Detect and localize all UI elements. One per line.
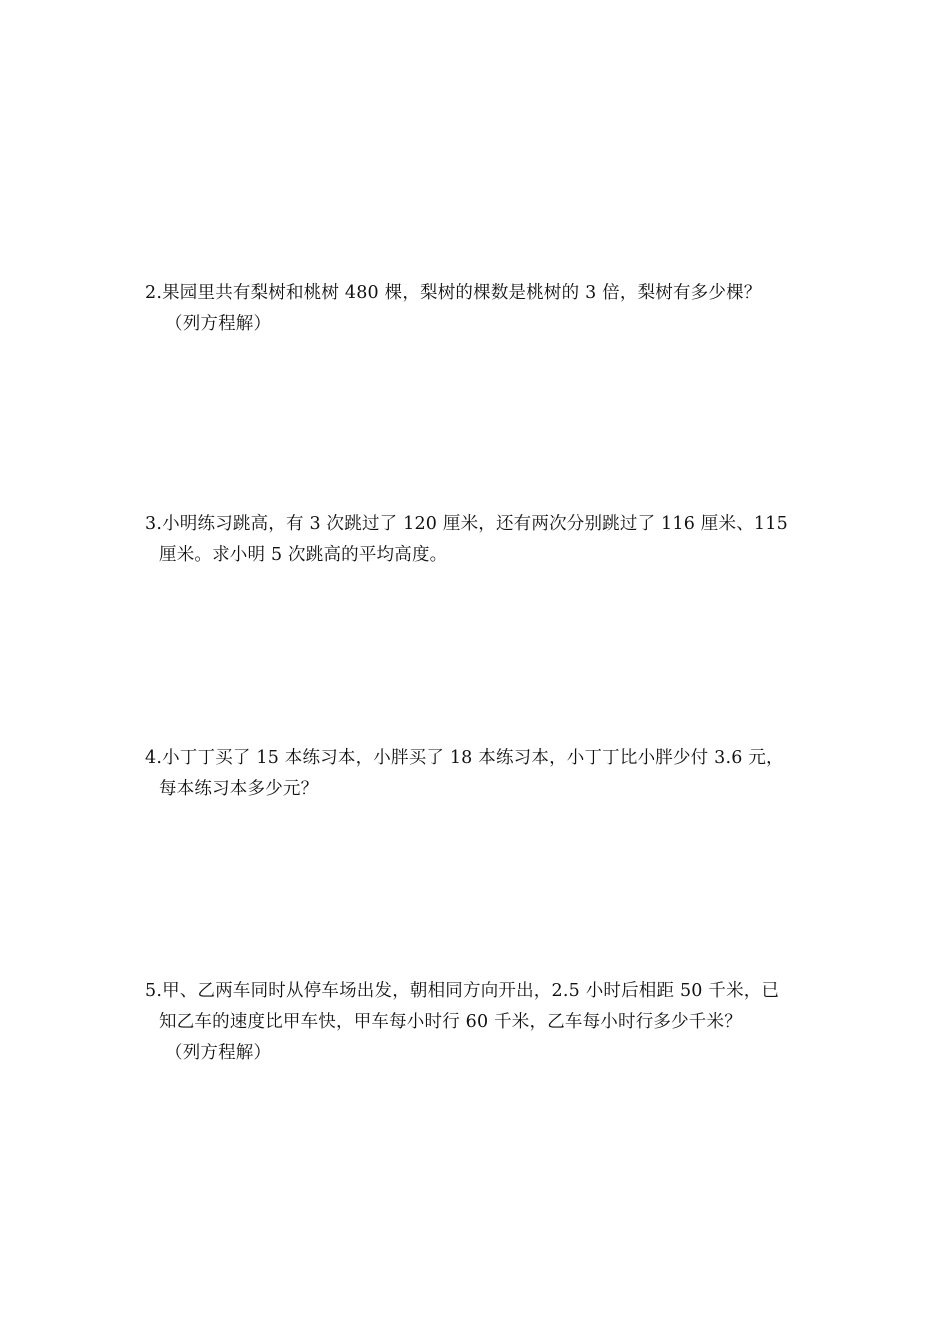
problem-5-line-2: 知乙车的速度比甲车快，甲车每小时行 60 千米，乙车每小时行多少千米？	[159, 1012, 742, 1032]
problem-4	[145, 743, 815, 805]
problem-5	[145, 976, 815, 1069]
problem-5-instruction: （列方程解）	[165, 1043, 272, 1063]
problem-4-line-1: 4.小丁丁买了 15 本练习本，小胖买了 18 本练习本，小丁丁比小胖少付 3.6 元，	[145, 748, 784, 768]
problem-3-line-2: 厘米。求小明 5 次跳高的平均高度。	[159, 545, 448, 565]
problem-2	[145, 278, 815, 340]
problem-3	[145, 509, 815, 571]
problem-5-line-1: 5.甲、乙两车同时从停车场出发，朝相同方向开出，2.5 小时后相距 50 千米，已	[145, 981, 780, 1001]
problem-2-line-1: 2.果园里共有梨树和桃树 480 棵，梨树的棵数是桃树的 3 倍，梨树有多少棵？	[145, 283, 762, 303]
problem-2-instruction: （列方程解）	[165, 314, 272, 334]
problem-4-line-2: 每本练习本多少元？	[159, 779, 319, 799]
problem-3-line-1: 3.小明练习跳高，有 3 次跳过了 120 厘米，还有两次分别跳过了 116 厘米、115	[145, 514, 788, 534]
